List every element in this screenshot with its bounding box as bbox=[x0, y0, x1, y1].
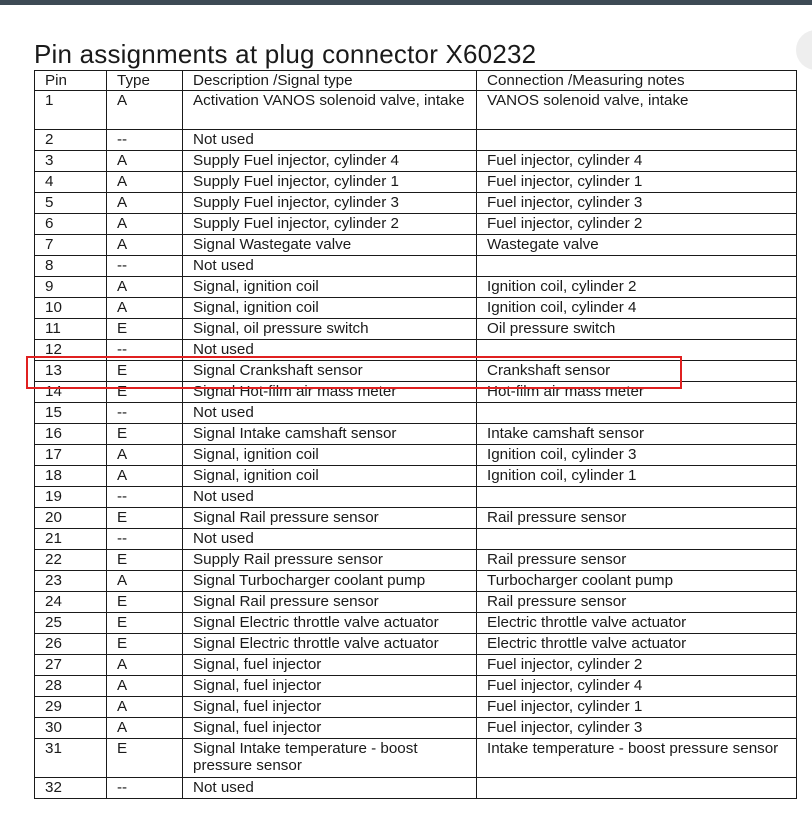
cell-pin: 31 bbox=[35, 739, 107, 778]
cell-connection: Fuel injector, cylinder 4 bbox=[477, 676, 797, 697]
cell-type: E bbox=[107, 613, 183, 634]
cell-pin: 30 bbox=[35, 718, 107, 739]
cell-connection: Rail pressure sensor bbox=[477, 550, 797, 571]
table-row bbox=[35, 718, 797, 739]
cell-description: Signal, ignition coil bbox=[183, 445, 477, 466]
cell-connection bbox=[477, 256, 797, 277]
table-row bbox=[35, 91, 797, 130]
cell-pin: 14 bbox=[35, 382, 107, 403]
cell-type: -- bbox=[107, 403, 183, 424]
cell-type: -- bbox=[107, 256, 183, 277]
cell-description: Signal Rail pressure sensor bbox=[183, 508, 477, 529]
cell-type: A bbox=[107, 466, 183, 487]
table-row bbox=[35, 487, 797, 508]
cell-connection: Ignition coil, cylinder 3 bbox=[477, 445, 797, 466]
cell-connection: Fuel injector, cylinder 1 bbox=[477, 172, 797, 193]
cell-type: A bbox=[107, 298, 183, 319]
table-row bbox=[35, 529, 797, 550]
cell-pin: 27 bbox=[35, 655, 107, 676]
cell-description: Not used bbox=[183, 130, 477, 151]
cell-connection: Fuel injector, cylinder 4 bbox=[477, 151, 797, 172]
side-scroll-indicator bbox=[796, 30, 812, 70]
cell-type: A bbox=[107, 697, 183, 718]
cell-type: A bbox=[107, 235, 183, 256]
cell-description: Supply Fuel injector, cylinder 2 bbox=[183, 214, 477, 235]
cell-pin: 9 bbox=[35, 277, 107, 298]
table-row bbox=[35, 193, 797, 214]
cell-pin: 26 bbox=[35, 634, 107, 655]
cell-pin: 16 bbox=[35, 424, 107, 445]
cell-type: A bbox=[107, 571, 183, 592]
cell-connection: Intake temperature - boost pressure sensor bbox=[477, 739, 797, 778]
cell-connection: VANOS solenoid valve, intake bbox=[477, 91, 797, 130]
table-row bbox=[35, 592, 797, 613]
cell-type: A bbox=[107, 214, 183, 235]
table-row bbox=[35, 508, 797, 529]
cell-pin: 18 bbox=[35, 466, 107, 487]
cell-description: Signal, ignition coil bbox=[183, 466, 477, 487]
cell-pin: 11 bbox=[35, 319, 107, 340]
cell-description: Signal Intake temperature - boost pressure sensor bbox=[183, 739, 477, 778]
cell-pin: 5 bbox=[35, 193, 107, 214]
cell-pin: 28 bbox=[35, 676, 107, 697]
table-row bbox=[35, 214, 797, 235]
table-row bbox=[35, 445, 797, 466]
pin-assignment-table bbox=[34, 70, 797, 799]
cell-pin: 32 bbox=[35, 778, 107, 799]
table-row bbox=[35, 613, 797, 634]
cell-connection: Fuel injector, cylinder 2 bbox=[477, 655, 797, 676]
cell-connection: Fuel injector, cylinder 1 bbox=[477, 697, 797, 718]
table-row bbox=[35, 466, 797, 487]
cell-description: Signal, ignition coil bbox=[183, 298, 477, 319]
cell-connection: Electric throttle valve actuator bbox=[477, 613, 797, 634]
cell-type: E bbox=[107, 361, 183, 382]
cell-pin: 10 bbox=[35, 298, 107, 319]
header-description: Description /Signal type bbox=[183, 71, 477, 91]
cell-description: Signal, oil pressure switch bbox=[183, 319, 477, 340]
top-border-bar bbox=[0, 0, 812, 5]
cell-type: A bbox=[107, 445, 183, 466]
cell-connection: Ignition coil, cylinder 4 bbox=[477, 298, 797, 319]
cell-type: E bbox=[107, 592, 183, 613]
cell-connection: Hot-film air mass meter bbox=[477, 382, 797, 403]
cell-description: Signal Rail pressure sensor bbox=[183, 592, 477, 613]
table-row bbox=[35, 424, 797, 445]
cell-type: A bbox=[107, 91, 183, 130]
cell-description: Signal Electric throttle valve actuator bbox=[183, 634, 477, 655]
cell-connection bbox=[477, 130, 797, 151]
table-row bbox=[35, 550, 797, 571]
cell-type: E bbox=[107, 319, 183, 340]
cell-pin: 12 bbox=[35, 340, 107, 361]
table-row bbox=[35, 571, 797, 592]
cell-description: Not used bbox=[183, 529, 477, 550]
cell-description: Supply Fuel injector, cylinder 3 bbox=[183, 193, 477, 214]
table-row bbox=[35, 778, 797, 799]
cell-type: A bbox=[107, 718, 183, 739]
table-row bbox=[35, 697, 797, 718]
cell-description: Supply Fuel injector, cylinder 4 bbox=[183, 151, 477, 172]
header-connection: Connection /Measuring notes bbox=[477, 71, 797, 91]
cell-description: Signal, fuel injector bbox=[183, 697, 477, 718]
cell-pin: 13 bbox=[35, 361, 107, 382]
cell-description: Supply Fuel injector, cylinder 1 bbox=[183, 172, 477, 193]
cell-connection: Electric throttle valve actuator bbox=[477, 634, 797, 655]
cell-description: Activation VANOS solenoid valve, intake bbox=[183, 91, 477, 130]
cell-pin: 19 bbox=[35, 487, 107, 508]
cell-type: A bbox=[107, 676, 183, 697]
cell-type: E bbox=[107, 550, 183, 571]
cell-description: Signal Electric throttle valve actuator bbox=[183, 613, 477, 634]
cell-pin: 17 bbox=[35, 445, 107, 466]
cell-connection: Oil pressure switch bbox=[477, 319, 797, 340]
cell-pin: 8 bbox=[35, 256, 107, 277]
cell-type: -- bbox=[107, 487, 183, 508]
cell-type: A bbox=[107, 193, 183, 214]
cell-connection: Rail pressure sensor bbox=[477, 508, 797, 529]
table-row bbox=[35, 130, 797, 151]
cell-connection: Wastegate valve bbox=[477, 235, 797, 256]
cell-type: A bbox=[107, 655, 183, 676]
cell-connection bbox=[477, 340, 797, 361]
table-row bbox=[35, 655, 797, 676]
table-row bbox=[35, 319, 797, 340]
table-row bbox=[35, 151, 797, 172]
cell-connection: Ignition coil, cylinder 2 bbox=[477, 277, 797, 298]
cell-type: E bbox=[107, 739, 183, 778]
cell-description: Not used bbox=[183, 340, 477, 361]
table-row bbox=[35, 382, 797, 403]
cell-description: Signal, fuel injector bbox=[183, 718, 477, 739]
cell-description: Signal Turbocharger coolant pump bbox=[183, 571, 477, 592]
cell-type: E bbox=[107, 508, 183, 529]
header-type: Type bbox=[107, 71, 183, 91]
cell-connection: Fuel injector, cylinder 2 bbox=[477, 214, 797, 235]
table-row bbox=[35, 739, 797, 778]
cell-type: -- bbox=[107, 778, 183, 799]
table-row bbox=[35, 676, 797, 697]
cell-pin: 15 bbox=[35, 403, 107, 424]
cell-pin: 23 bbox=[35, 571, 107, 592]
cell-type: -- bbox=[107, 130, 183, 151]
cell-description: Signal Crankshaft sensor bbox=[183, 361, 477, 382]
cell-pin: 21 bbox=[35, 529, 107, 550]
cell-connection bbox=[477, 529, 797, 550]
cell-pin: 2 bbox=[35, 130, 107, 151]
cell-pin: 20 bbox=[35, 508, 107, 529]
cell-pin: 22 bbox=[35, 550, 107, 571]
cell-connection bbox=[477, 778, 797, 799]
cell-description: Not used bbox=[183, 256, 477, 277]
cell-description: Signal, ignition coil bbox=[183, 277, 477, 298]
cell-type: E bbox=[107, 634, 183, 655]
cell-type: A bbox=[107, 277, 183, 298]
cell-description: Signal Wastegate valve bbox=[183, 235, 477, 256]
table-body bbox=[35, 91, 797, 799]
cell-type: E bbox=[107, 424, 183, 445]
table-row bbox=[35, 403, 797, 424]
cell-connection: Rail pressure sensor bbox=[477, 592, 797, 613]
cell-type: E bbox=[107, 382, 183, 403]
table-row bbox=[35, 235, 797, 256]
cell-type: A bbox=[107, 151, 183, 172]
document-title: Pin assignments at plug connector X60232 bbox=[34, 39, 537, 70]
table-row bbox=[35, 256, 797, 277]
cell-pin: 29 bbox=[35, 697, 107, 718]
cell-connection: Ignition coil, cylinder 1 bbox=[477, 466, 797, 487]
cell-pin: 4 bbox=[35, 172, 107, 193]
cell-description: Signal, fuel injector bbox=[183, 655, 477, 676]
cell-pin: 7 bbox=[35, 235, 107, 256]
cell-type: A bbox=[107, 172, 183, 193]
cell-pin: 3 bbox=[35, 151, 107, 172]
cell-type: -- bbox=[107, 340, 183, 361]
cell-pin: 24 bbox=[35, 592, 107, 613]
cell-connection: Crankshaft sensor bbox=[477, 361, 797, 382]
cell-connection bbox=[477, 487, 797, 508]
cell-description: Not used bbox=[183, 778, 477, 799]
cell-type: -- bbox=[107, 529, 183, 550]
cell-description: Not used bbox=[183, 403, 477, 424]
cell-description: Signal Hot-film air mass meter bbox=[183, 382, 477, 403]
cell-connection bbox=[477, 403, 797, 424]
table-row bbox=[35, 361, 797, 382]
table-row bbox=[35, 277, 797, 298]
cell-pin: 6 bbox=[35, 214, 107, 235]
cell-description: Not used bbox=[183, 487, 477, 508]
table-row bbox=[35, 340, 797, 361]
cell-connection: Intake camshaft sensor bbox=[477, 424, 797, 445]
cell-connection: Fuel injector, cylinder 3 bbox=[477, 193, 797, 214]
cell-connection: Fuel injector, cylinder 3 bbox=[477, 718, 797, 739]
cell-description: Supply Rail pressure sensor bbox=[183, 550, 477, 571]
cell-pin: 1 bbox=[35, 91, 107, 130]
table-row bbox=[35, 172, 797, 193]
cell-connection: Turbocharger coolant pump bbox=[477, 571, 797, 592]
cell-pin: 25 bbox=[35, 613, 107, 634]
table-row bbox=[35, 298, 797, 319]
header-pin: Pin bbox=[35, 71, 107, 91]
cell-description: Signal Intake camshaft sensor bbox=[183, 424, 477, 445]
table-header-row bbox=[35, 71, 797, 91]
cell-description: Signal, fuel injector bbox=[183, 676, 477, 697]
table-row bbox=[35, 634, 797, 655]
